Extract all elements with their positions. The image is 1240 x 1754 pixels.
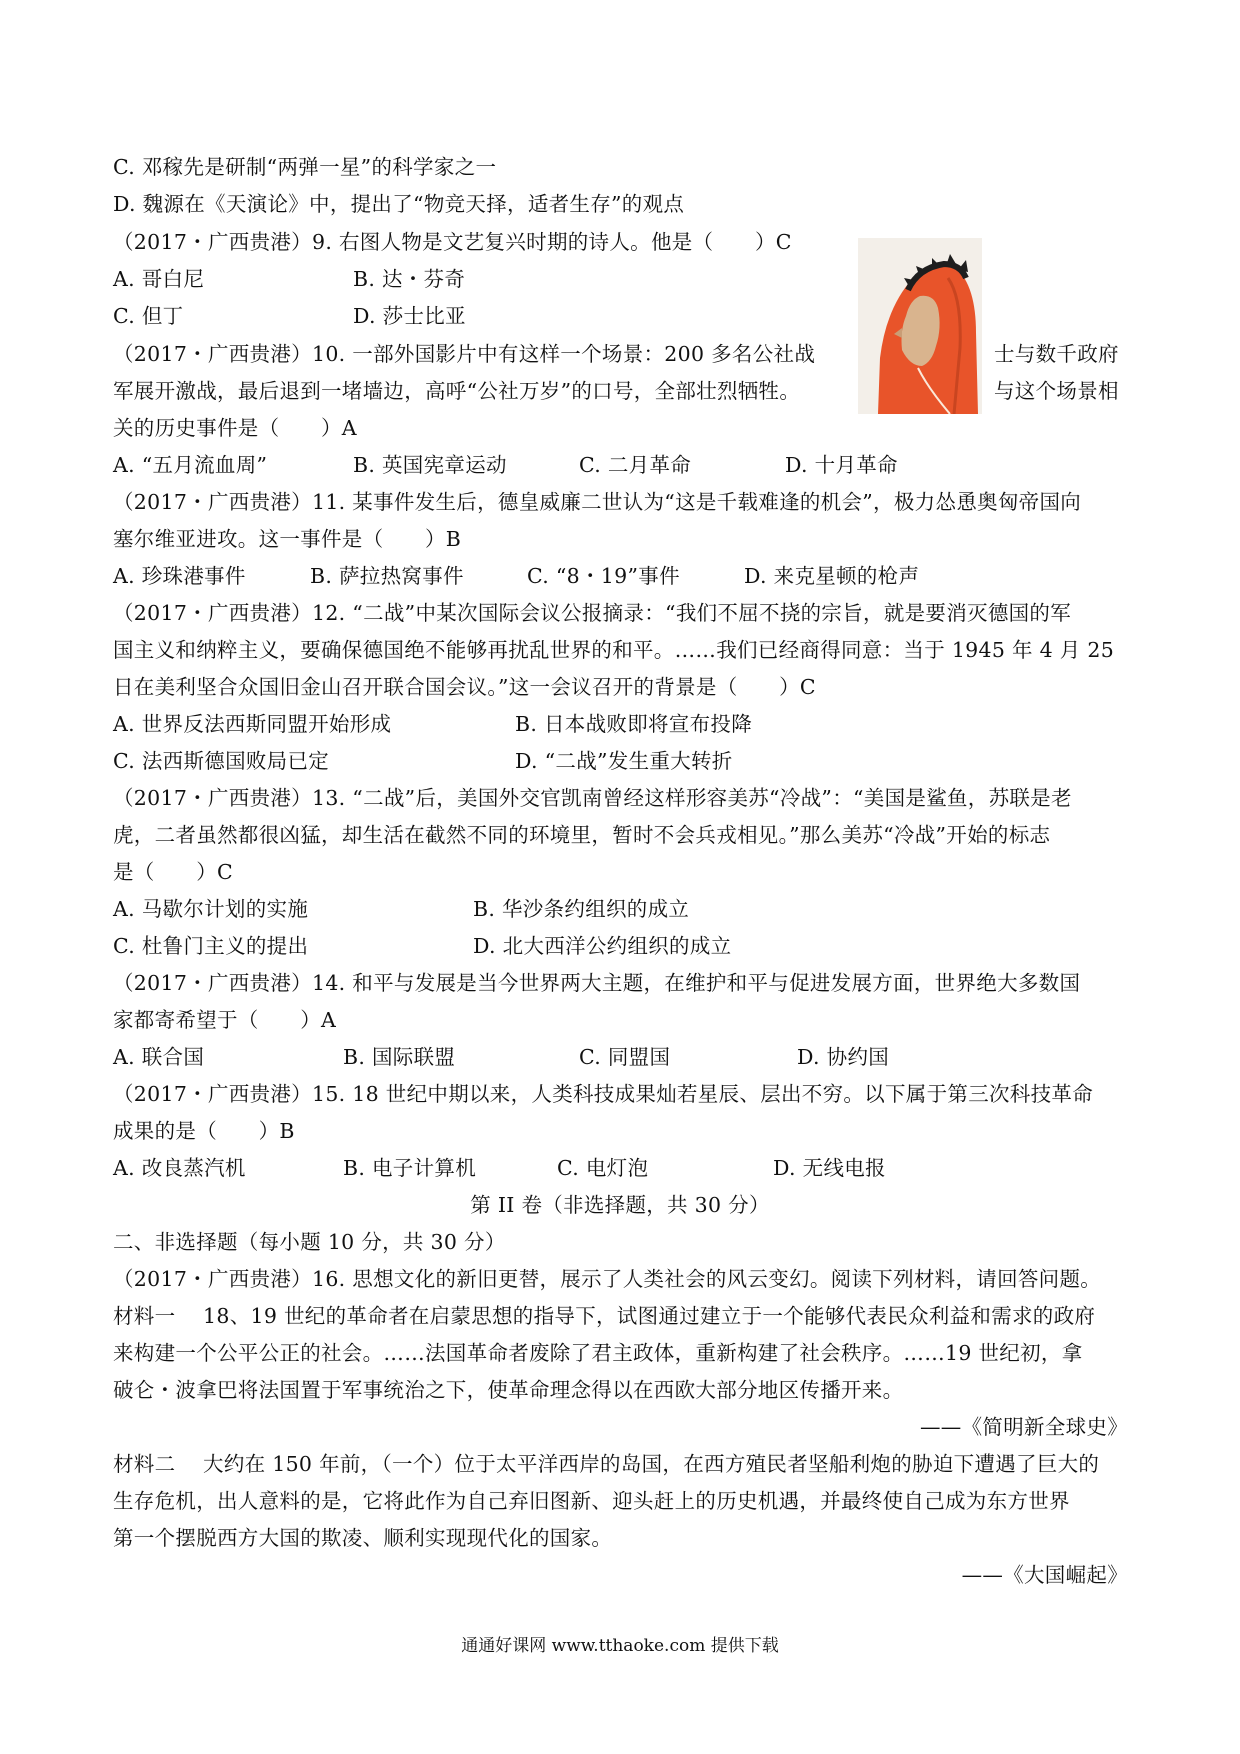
option-d: D. 莎士比亚 <box>353 304 466 328</box>
question-15-stem-line1: （2017・广西贵港）15. 18 世纪中期以来，人类科技成果灿若星辰、层出不穷。以下属于第三次科技革命 <box>113 1082 1093 1106</box>
option-d: D. 协约国 <box>797 1045 890 1069</box>
question-14-stem-line1: （2017・广西贵港）14. 和平与发展是当今世界两大主题，在维护和平与促进发展方面，世界绝大多数国 <box>113 971 1081 995</box>
material-1-source: ——《简明新全球史》 <box>920 1415 1128 1439</box>
question-13-stem-line3: 是（ ）C <box>113 860 233 884</box>
question-15-options <box>113 1154 1135 1182</box>
question-9-stem: （2017・广西贵港）9. 右图人物是文艺复兴时期的诗人。他是（ ）C <box>113 230 792 254</box>
question-10-stem-part2-right: 与这个场景相 <box>994 379 1119 403</box>
option-a: A. 世界反法西斯同盟开始形成 <box>113 712 392 736</box>
question-13-stem-line1: （2017・广西贵港）13. “二战”后，美国外交官凯南曾经这样形容美苏“冷战”：“美国是鲨鱼，苏联是老 <box>113 786 1072 810</box>
material-1-line3: 破仑・波拿巴将法国置于军事统治之下，使革命理念得以在西欧大部分地区传播开来。 <box>113 1378 904 1402</box>
option-b: B. 英国宪章运动 <box>353 453 507 477</box>
section-2-heading: 二、非选择题（每小题 10 分，共 30 分） <box>113 1230 506 1254</box>
question-12-options-row2 <box>113 747 1135 775</box>
question-12-stem-line2: 国主义和纳粹主义，要确保德国绝不能够再扰乱世界的和平。……我们已经商得同意：当于 1945 年 4 月 25 <box>113 638 1115 662</box>
question-13-options-row1 <box>113 895 1135 923</box>
option-a: A. 珍珠港事件 <box>113 564 246 588</box>
option-b: B. 日本战败即将宣布投降 <box>515 712 752 736</box>
question-9-options-row1 <box>113 265 713 293</box>
option-c: C. 杜鲁门主义的提出 <box>113 934 309 958</box>
question-15-stem-line2: 成果的是（ ）B <box>113 1119 295 1143</box>
option-line: D. 魏源在《天演论》中，提出了“物竞天择，适者生存”的观点 <box>113 192 685 216</box>
page-footer: 通通好课网 www.tthaoke.com 提供下载 <box>461 1636 779 1656</box>
question-13-options-row2 <box>113 932 1135 960</box>
option-d: D. 北大西洋公约组织的成立 <box>473 934 732 958</box>
question-10-stem-part3: 关的历史事件是（ ）A <box>113 416 357 440</box>
option-a: A. “五月流血周” <box>113 453 268 477</box>
question-12-stem-line3: 日在美利坚合众国旧金山召开联合国会议。”这一会议召开的背景是（ ）C <box>113 675 816 699</box>
option-b: B. 萨拉热窝事件 <box>310 564 464 588</box>
question-13-stem-line2: 虎，二者虽然都很凶猛，却生活在截然不同的环境里，暂时不会兵戎相见。”那么美苏“冷战”开始的标志 <box>113 823 1051 847</box>
option-b: B. 国际联盟 <box>343 1045 456 1069</box>
option-d: D. “二战”发生重大转折 <box>515 749 733 773</box>
material-2-line3: 第一个摆脱西方大国的欺凌、顺利实现现代化的国家。 <box>113 1526 613 1550</box>
option-c: C. “8・19”事件 <box>527 564 680 588</box>
option-a: A. 联合国 <box>113 1045 205 1069</box>
part-2-title: 第 II 卷（非选择题，共 30 分） <box>470 1193 770 1217</box>
question-10-options <box>113 451 1135 479</box>
material-1-line2: 来构建一个公平公正的社会。……法国革命者废除了君主政体，重新构建了社会秩序。……19 世纪初，拿 <box>113 1341 1083 1365</box>
option-a: A. 哥白尼 <box>113 267 205 291</box>
question-11-stem-line2: 塞尔维亚进攻。这一事件是（ ）B <box>113 527 462 551</box>
question-10-stem-part2: 军展开激战，最后退到一堵墙边，高呼“公社万岁”的口号，全部壮烈牺牲。 <box>113 379 801 403</box>
question-9-options-row2 <box>113 302 713 330</box>
dante-portrait-image <box>858 238 982 414</box>
option-a: A. 改良蒸汽机 <box>113 1156 246 1180</box>
question-12-stem-line1: （2017・广西贵港）12. “二战”中某次国际会议公报摘录：“我们不屈不挠的宗旨，就是要消灭德国的军 <box>113 601 1072 625</box>
material-2-line2: 生存危机，出人意料的是，它将此作为自己弃旧图新、迎头赶上的历史机遇，并最终使自己成为东方世界 <box>113 1489 1070 1513</box>
question-11-options <box>113 562 1135 590</box>
material-1-line1: 材料一 18、19 世纪的革命者在启蒙思想的指导下，试图通过建立于一个能够代表民众利益和需求的政府 <box>113 1304 1096 1328</box>
option-b: B. 华沙条约组织的成立 <box>473 897 690 921</box>
option-line: C. 邓稼先是研制“两弹一星”的科学家之一 <box>113 155 497 179</box>
question-12-options-row1 <box>113 710 1135 738</box>
option-b: B. 电子计算机 <box>343 1156 476 1180</box>
question-11-stem-line1: （2017・广西贵港）11. 某事件发生后，德皇威廉二世认为“这是千载难逢的机会”，极力怂恿奥匈帝国向 <box>113 490 1082 514</box>
option-d: D. 十月革命 <box>785 453 898 477</box>
question-10-stem-part1-right: 士与数千政府 <box>994 342 1119 366</box>
material-2-source: ——《大国崛起》 <box>961 1563 1128 1587</box>
option-c: C. 但丁 <box>113 304 184 328</box>
question-16-stem: （2017・广西贵港）16. 思想文化的新旧更替，展示了人类社会的风云变幻。阅读下列材料，请回答问题。 <box>113 1267 1102 1291</box>
option-c: C. 二月革命 <box>579 453 692 477</box>
material-2-line1: 材料二 大约在 150 年前，（一个）位于太平洋西岸的岛国，在西方殖民者坚船利炮的胁迫下遭遇了巨大的 <box>113 1452 1100 1476</box>
option-c: C. 同盟国 <box>579 1045 671 1069</box>
option-c: C. 电灯泡 <box>557 1156 649 1180</box>
question-14-stem-line2: 家都寄希望于（ ）A <box>113 1008 337 1032</box>
option-d: D. 来克星顿的枪声 <box>744 564 920 588</box>
question-10-stem-part1: （2017・广西贵港）10. 一部外国影片中有这样一个场景：200 多名公社战 <box>113 342 816 366</box>
question-14-options <box>113 1043 1135 1071</box>
option-a: A. 马歇尔计划的实施 <box>113 897 309 921</box>
option-d: D. 无线电报 <box>773 1156 886 1180</box>
option-b: B. 达・芬奇 <box>353 267 466 291</box>
option-c: C. 法西斯德国败局已定 <box>113 749 330 773</box>
